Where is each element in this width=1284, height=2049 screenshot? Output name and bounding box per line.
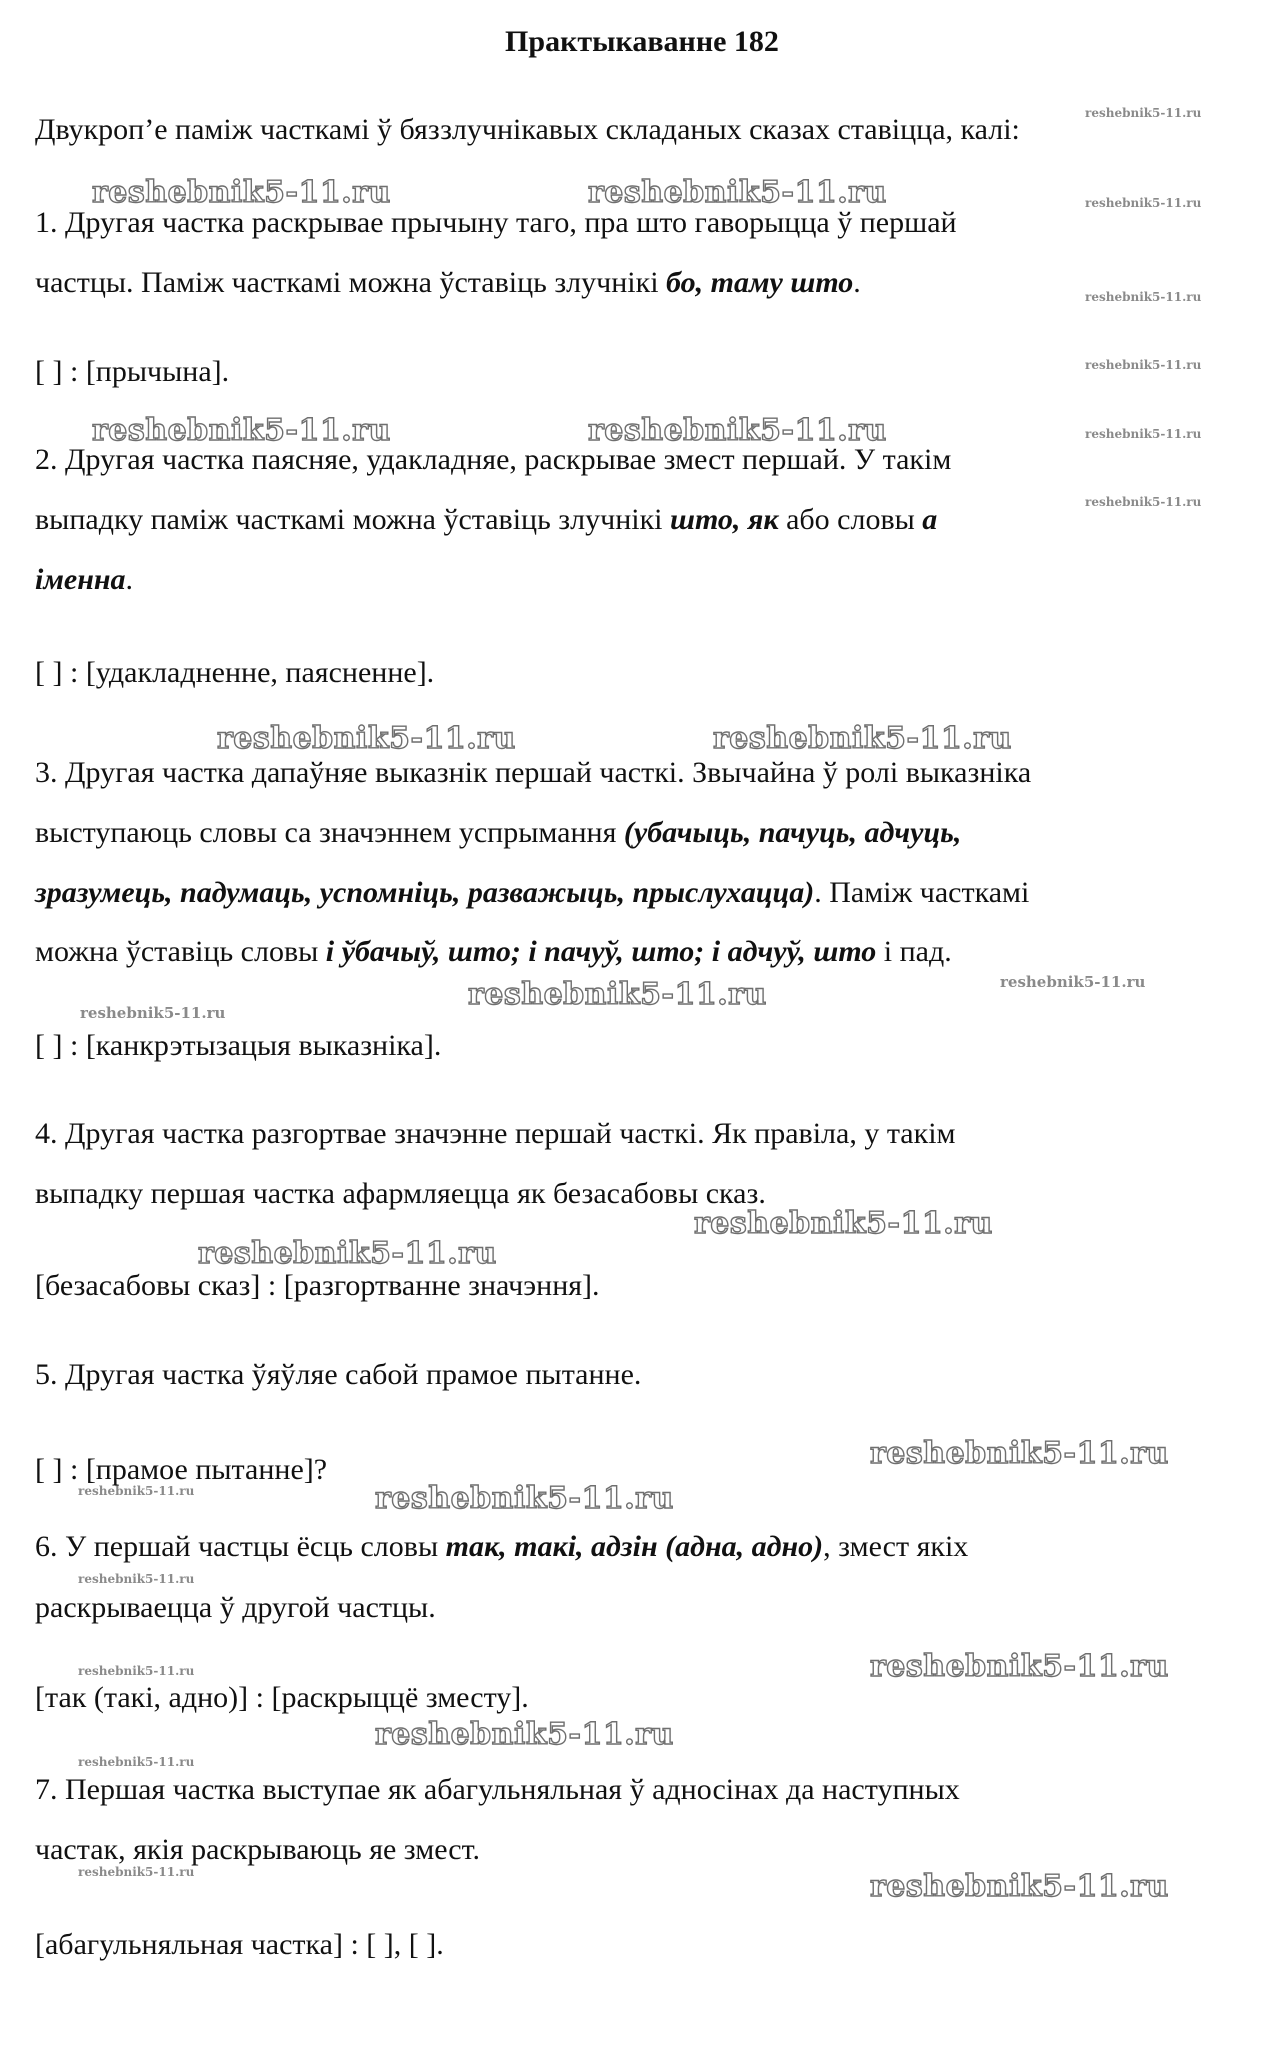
watermark-small: reshebnik5-11.ru (1085, 495, 1202, 509)
watermark: reshebnik5-11.ru (870, 1869, 1169, 1904)
item-6-line-1: 6. У першай частцы ёсць словы так, такі, адзін (адна, адно), змест якіх (35, 1530, 969, 1563)
watermark-small: reshebnik5-11.ru (78, 1865, 195, 1879)
item-6-scheme: [так (такі, адно)] : [раскрыццё зместу]. (35, 1681, 529, 1714)
item-6-line-2: раскрываецца ў другой частцы. (35, 1591, 436, 1624)
watermark-small: reshebnik5-11.ru (1085, 196, 1202, 210)
watermark: reshebnik5-11.ru (198, 1236, 497, 1271)
watermark: reshebnik5-11.ru (588, 175, 887, 210)
item-7-scheme: [абагульняльная частка] : [ ], [ ]. (35, 1928, 444, 1961)
watermark-small: reshebnik5-11.ru (78, 1572, 195, 1586)
item-2-line-3: іменна. (35, 563, 134, 596)
watermark-small: reshebnik5-11.ru (1085, 106, 1202, 120)
item-3-line-1: 3. Другая частка дапаўняе выказнік першай часткі. Звычайна ў ролі выказніка (35, 756, 1032, 789)
watermark-small: reshebnik5-11.ru (1085, 358, 1202, 372)
item-2-line-1: 2. Другая частка паясняе, удакладняе, раскрывае змест першай. У такім (35, 443, 952, 476)
watermark-small: reshebnik5-11.ru (1000, 973, 1146, 991)
watermark: reshebnik5-11.ru (694, 1206, 993, 1241)
watermark: reshebnik5-11.ru (870, 1649, 1169, 1684)
intro-text: Двукроп’е паміж часткамі ў бяззлучнікавых складаных сказах ставіцца, калі: (35, 113, 1020, 146)
item-3-line-3: зразумець, падумаць, успомніць, разважыць, прыслухацца). Паміж часткамі (35, 876, 1030, 909)
watermark: reshebnik5-11.ru (870, 1436, 1169, 1471)
watermark-small: reshebnik5-11.ru (78, 1484, 195, 1498)
item-1-line-1: 1. Другая частка раскрывае прычыну таго, пра што гаворыцца ў першай (35, 206, 957, 239)
watermark-small: reshebnik5-11.ru (80, 1004, 226, 1022)
watermark: reshebnik5-11.ru (375, 1717, 674, 1752)
watermark: reshebnik5-11.ru (217, 721, 516, 756)
watermark: reshebnik5-11.ru (92, 175, 391, 210)
item-4-line-1: 4. Другая частка разгортвае значэнне першай часткі. Як правіла, у такім (35, 1117, 956, 1150)
item-7-line-1: 7. Першая частка выступае як абагульняльная ў адносінах да наступных (35, 1773, 960, 1806)
watermark-small: reshebnik5-11.ru (78, 1755, 195, 1769)
watermark-small: reshebnik5-11.ru (78, 1664, 195, 1678)
item-3-line-4: можна ўставіць словы і ўбачыў, што; і пачуў, што; і адчуў, што і пад. (35, 935, 952, 968)
watermark-small: reshebnik5-11.ru (1085, 427, 1202, 441)
watermark: reshebnik5-11.ru (713, 721, 1012, 756)
item-1-scheme: [ ] : [прычына]. (35, 355, 230, 388)
watermark-small: reshebnik5-11.ru (1085, 290, 1202, 304)
item-5-line-1: 5. Другая частка ўяўляе сабой прамое пытанне. (35, 1358, 642, 1391)
item-3-scheme: [ ] : [канкрэтызацыя выказніка]. (35, 1029, 442, 1062)
item-7-line-2: частак, якія раскрываюць яе змест. (35, 1833, 480, 1866)
item-5-scheme: [ ] : [прамое пытанне]? (35, 1453, 328, 1486)
item-4-scheme: [безасабовы сказ] : [разгортванне значэння]. (35, 1269, 600, 1302)
watermark: reshebnik5-11.ru (92, 413, 391, 448)
item-3-line-2: выступаюць словы са значэннем успрымання (убачыць, пачуць, адчуць, (35, 816, 962, 849)
item-1-line-2: частцы. Паміж часткамі можна ўставіць злучнікі бо, таму што. (35, 266, 861, 299)
page-title: Практыкаванне 182 (505, 25, 779, 58)
item-2-scheme: [ ] : [удакладненне, паясненне]. (35, 656, 435, 689)
item-4-line-2: выпадку першая частка афармляецца як безасабовы сказ. (35, 1177, 766, 1210)
watermark: reshebnik5-11.ru (468, 977, 767, 1012)
watermark: reshebnik5-11.ru (588, 413, 887, 448)
item-2-line-2: выпадку паміж часткамі можна ўставіць злучнікі што, як або словы а (35, 503, 938, 536)
watermark: reshebnik5-11.ru (375, 1481, 674, 1516)
